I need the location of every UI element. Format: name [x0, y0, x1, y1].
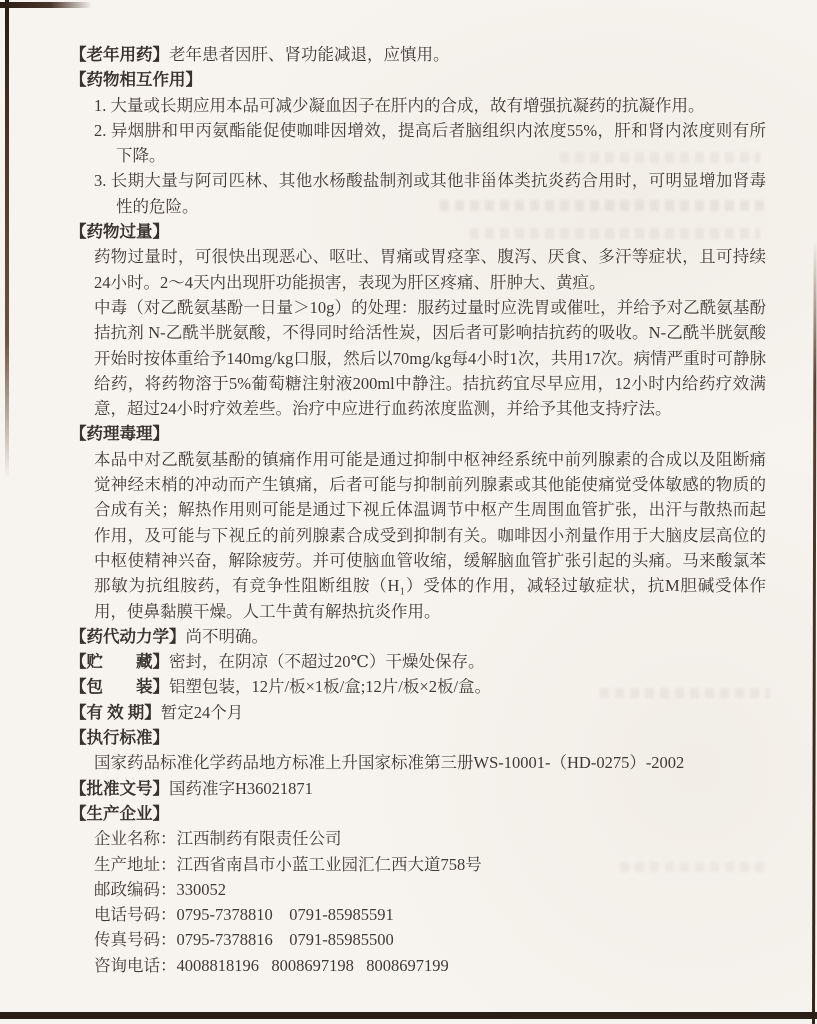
section-label: 【贮 藏】	[70, 652, 169, 672]
list-item-text: 1. 大量或长期应用本品可减少凝血因子在肝内的合成，故有增强抗凝药的抗凝作用。	[94, 95, 705, 115]
overdose-symptoms-paragraph	[94, 244, 766, 295]
manufacturer-hotline	[94, 953, 766, 978]
section-text: 密封，在阴凉（不超过20℃）干燥处保存。	[169, 652, 485, 672]
section-label: 【药代动力学】	[70, 626, 186, 646]
info-text: 传真号码：0795-7378816 0791-85985500	[94, 930, 394, 950]
info-text: 咨询电话：4008818196 8008697198 8008697199	[94, 955, 449, 975]
info-text: 生产地址：江西省南昌市小蓝工业园汇仁西大道758号	[94, 854, 482, 874]
section-text: 老年患者因肝、肾功能减退，应慎用。	[169, 45, 450, 64]
section-text: 铝塑包装，12片/板×1板/盒;12片/板×2板/盒。	[169, 677, 492, 697]
info-text: 企业名称：江西制药有限责任公司	[94, 829, 342, 849]
section-shelf-life	[70, 700, 766, 725]
section-approval-number	[70, 776, 766, 801]
manufacturer-name	[94, 826, 766, 851]
interaction-item-3	[94, 168, 766, 219]
section-manufacturer-header	[70, 801, 766, 826]
pharmacology-paragraph	[94, 447, 766, 624]
section-overdose-header	[70, 219, 766, 244]
paragraph-text: 国家药品标准化学药品地方标准上升国家标准第三册WS-10001-（HD-0275）-2002	[94, 753, 685, 773]
manufacturer-phone	[94, 902, 766, 927]
section-standard-header	[70, 725, 766, 750]
section-elderly-use	[70, 42, 766, 67]
paragraph-text: 本品中对乙酰氨基酚的镇痛作用可能是通过抑制中枢神经系统中前列腺素的合成以及阻断痛觉神经末梢的冲动而产生镇痛，后者可能与抑制前列腺素或其他能使痛觉受体敏感的物质的合成有关；解热作用则可能是通过下视丘体温调节中枢产生周围血管扩张，出汗与散热而起作用，及可能与下视丘的前列腺素合成受到抑制有关。咖啡因小剂量作用于大脑皮层高位的中枢使精神兴奋，解除疲劳。并可使脑血管收缩，缓解脑血管扩张引起的头痛。马来酸氯苯那敏为抗组胺药，有竞争性阻断组胺（H₁）受体的作用，减轻过敏症状，抗M胆碱受体作用，使鼻黏膜干燥。人工牛黄有解热抗炎作用。	[94, 449, 766, 621]
section-text: 尚不明确。	[185, 626, 268, 646]
manufacturer-address	[94, 852, 766, 877]
section-label: 【批准文号】	[70, 778, 169, 798]
list-item-text: 3. 长期大量与阿司匹林、其他水杨酸盐制剂或其他非甾体类抗炎药合用时，可明显增加肾毒性的危险。	[94, 171, 766, 216]
leaflet-text-block	[70, 42, 766, 978]
section-drug-interactions-header	[70, 67, 766, 92]
interaction-item-1	[94, 93, 766, 118]
paragraph-text: 药物过量时，可很快出现恶心、呕吐、胃痛或胃痉挛、腹泻、厌食、多汗等症状，且可持续24小时。2～4天内出现肝功能损害，表现为肝区疼痛、肝肿大、黄疸。	[94, 247, 766, 292]
info-text: 邮政编码：330052	[94, 879, 226, 899]
section-label: 【执行标准】	[70, 728, 169, 748]
section-label: 【包 装】	[70, 677, 169, 697]
section-packaging	[70, 674, 766, 699]
scan-frame-left-edge	[5, 0, 9, 480]
scan-frame-right-edge	[812, 240, 817, 1024]
standard-number-text	[94, 750, 766, 775]
section-label: 【有 效 期】	[70, 702, 161, 722]
manufacturer-postcode	[94, 877, 766, 902]
scan-frame-bottom-edge	[0, 1012, 817, 1019]
overdose-treatment-paragraph	[94, 295, 766, 421]
section-text: 国药准字H36021871	[169, 778, 313, 798]
interaction-item-2	[94, 118, 766, 169]
manufacturer-fax	[94, 927, 766, 952]
section-label: 【生产企业】	[70, 803, 169, 823]
paragraph-text: 中毒（对乙酰氨基酚一日量＞10g）的处理：服药过量时应洗胃或催吐，并给予对乙酰氨基酚拮抗剂 N-乙酰半胱氨酸，不得同时给活性炭，因后者可影响拮抗药的吸收。N-乙酰半胱氨酸开始时按体重给予140mg/kg口服，然后以70mg/kg每4小时1次，共用17次。病情严重时可静脉给药，将药物溶于5%葡萄糖注射液200ml中静注。拮抗药宜尽早应用，12小时内给药疗效满意，超过24小时疗效差些。治疗中应进行血药浓度监测，并给予其他支持疗法。	[94, 297, 766, 419]
section-label: 【药物过量】	[70, 222, 169, 242]
section-label: 【老年用药】	[70, 45, 169, 64]
scan-frame-top-edge	[0, 2, 92, 8]
section-label: 【药理毒理】	[70, 424, 169, 444]
info-text: 电话号码：0795-7378810 0791-85985591	[94, 905, 394, 925]
section-storage	[70, 649, 766, 674]
section-label: 【药物相互作用】	[70, 70, 202, 90]
section-text: 暂定24个月	[160, 702, 244, 722]
section-pharmacology-header	[70, 421, 766, 446]
list-item-text: 2. 异烟肼和甲丙氨酯能促使咖啡因增效，提高后者脑组织内浓度55%，肝和肾内浓度则有所下降。	[94, 120, 766, 166]
section-pharmacokinetics	[70, 624, 766, 649]
